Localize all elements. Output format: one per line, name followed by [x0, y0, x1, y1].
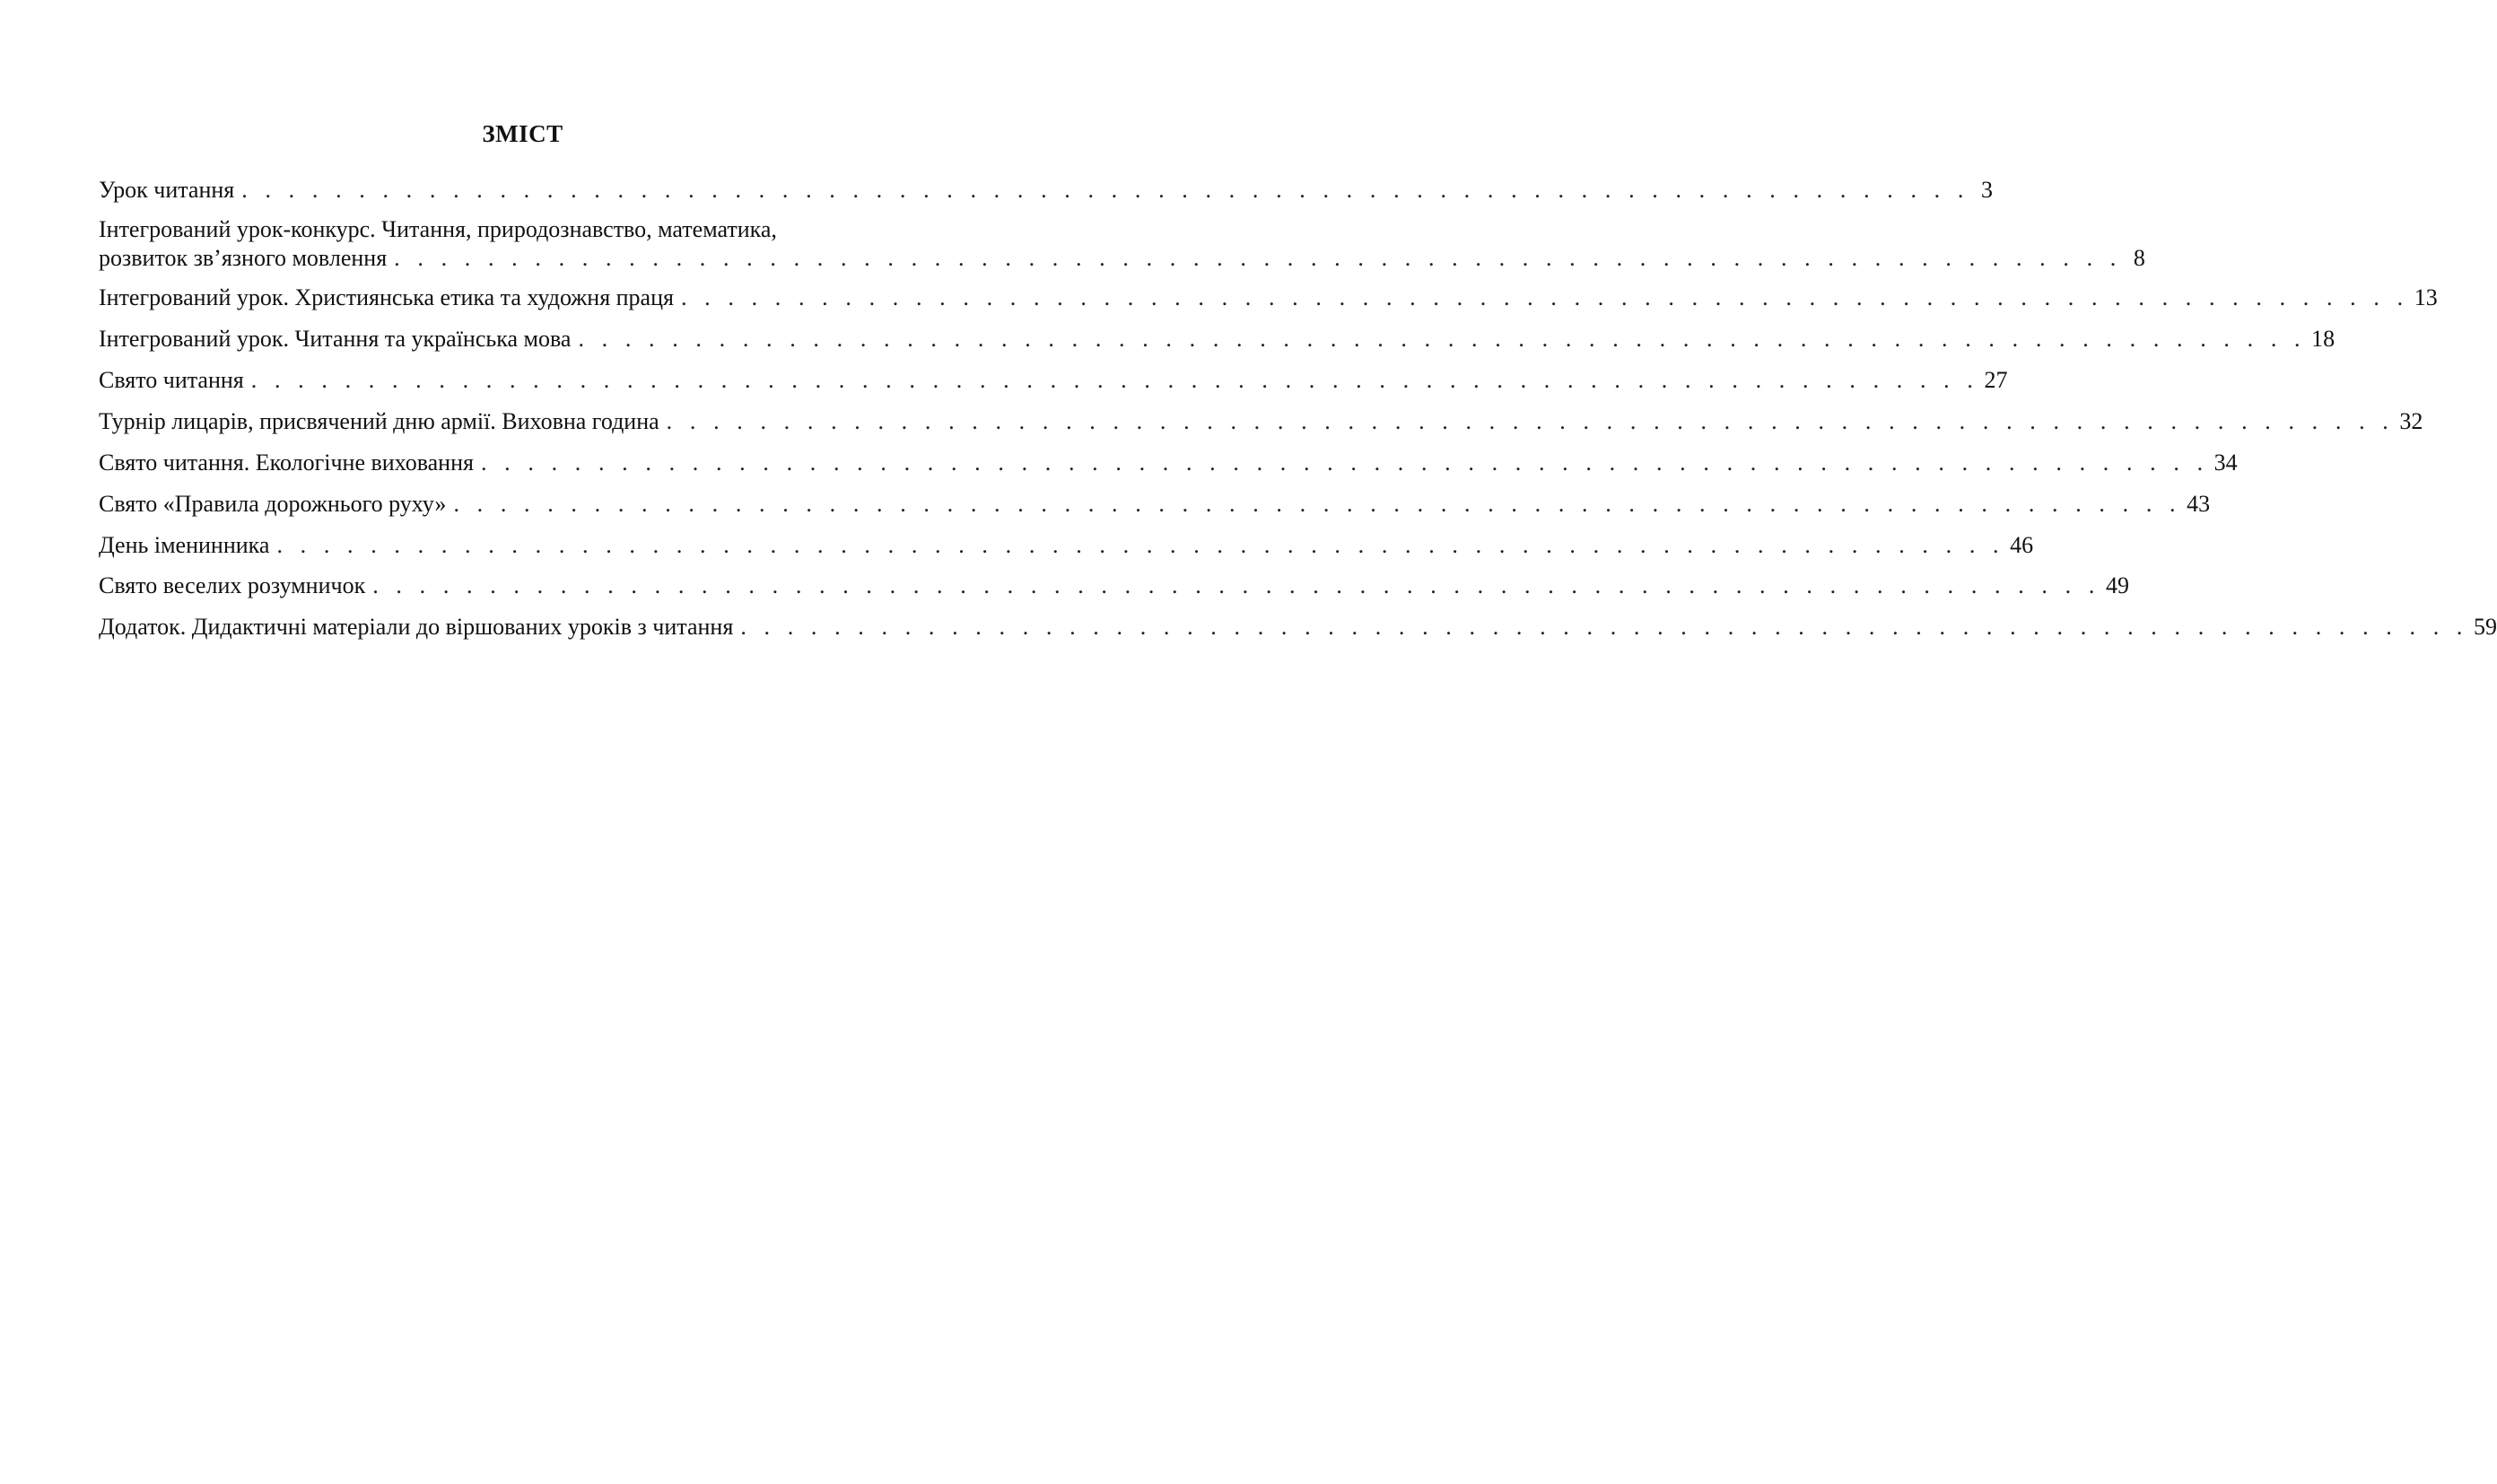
toc-entry-page: 49	[2105, 572, 2129, 598]
toc-entry-title-line1: Інтегрований урок-конкурс. Читання, природознавство, математика,	[99, 216, 777, 242]
toc-leader-dots: . . . . . . . . . . . . . . . . . . . . . . . . . . . . . . . . . . . . . . . . . . . . . . . . . . . . . . . . . . . . . . . . . . . . . . . . . .	[578, 326, 2307, 352]
toc-entry[interactable]	[99, 215, 2145, 273]
toc-entry-title: Інтегрований урок. Читання та українська мова	[99, 326, 572, 352]
toc-entry-title: Турнір лицарів, присвячений дню армії. Виховна година	[99, 408, 659, 434]
toc-entry-title: День іменинника	[99, 532, 270, 558]
toc-leader-dots: . . . . . . . . . . . . . . . . . . . . . . . . . . . . . . . . . . . . . . . . . . . . . . . . . . . . . . . . . . . . . . . . . . . . . . . . . .	[680, 284, 2409, 310]
toc-entry-page: 3	[1980, 177, 1993, 203]
toc-entry-title: Урок читання	[99, 177, 235, 203]
toc-entry-page: 43	[2187, 491, 2211, 517]
toc-entry-page: 59	[2474, 614, 2497, 640]
toc-leader-dots: . . . . . . . . . . . . . . . . . . . . . . . . . . . . . . . . . . . . . . . . . . . . . . . . . . . . . . . . . . . . . . . . . . . . . . . . . .	[250, 367, 1979, 393]
toc-entry[interactable]	[99, 366, 2008, 395]
toc-entry[interactable]	[99, 449, 2238, 477]
toc-entry-title: Свято читання	[99, 367, 244, 393]
toc-entry[interactable]	[99, 407, 2423, 436]
toc-entry[interactable]	[99, 531, 2034, 560]
toc-entry[interactable]	[99, 490, 2211, 519]
toc-entry[interactable]	[99, 176, 1993, 205]
toc-leader-dots: . . . . . . . . . . . . . . . . . . . . . . . . . . . . . . . . . . . . . . . . . . . . . . . . . . . . . . . . . . . . . . . . . . . . . . . . . .	[453, 491, 2182, 517]
toc-leader-dots: . . . . . . . . . . . . . . . . . . . . . . . . . . . . . . . . . . . . . . . . . . . . . . . . . . . . . . . . . . . . . . . . . . . . . . . . . .	[480, 450, 2209, 476]
toc-entry-title: Інтегрований урок. Християнська етика та художня праця	[99, 284, 674, 310]
toc-entry-page: 34	[2213, 450, 2238, 476]
toc-entry-page: 32	[2399, 408, 2423, 434]
toc-entry[interactable]	[99, 572, 2129, 600]
toc-leader-dots: . . . . . . . . . . . . . . . . . . . . . . . . . . . . . . . . . . . . . . . . . . . . . . . . . . . . . . . . . . . . . . . . . . . . . . . . . .	[740, 614, 2469, 640]
toc-entry-title: Свято «Правила дорожнього руху»	[99, 491, 447, 517]
page-title: ЗМІСТ	[482, 120, 563, 147]
toc-entry-page: 27	[1984, 367, 2008, 393]
toc-entry-title: Свято веселих розумничок	[99, 572, 366, 598]
toc-entry-title: Свято читання. Екологічне виховання	[99, 450, 474, 476]
toc-leader-dots: . . . . . . . . . . . . . . . . . . . . . . . . . . . . . . . . . . . . . . . . . . . . . . . . . . . . . . . . . . . . . . . . . . . . . . . . . .	[372, 572, 2100, 598]
table-of-contents	[99, 0, 2497, 1484]
toc-entry-page: 46	[2010, 532, 2034, 558]
toc-entry-page: 13	[2414, 284, 2438, 310]
toc-entry[interactable]	[99, 613, 2497, 642]
toc-entry-page: 18	[2311, 326, 2335, 352]
toc-leader-dots: . . . . . . . . . . . . . . . . . . . . . . . . . . . . . . . . . . . . . . . . . . . . . . . . . . . . . . . . . . . . . . . . . . . . . . . . . .	[276, 532, 2005, 558]
toc-entry[interactable]	[99, 325, 2335, 354]
toc-entry-title: розвиток зв’язного мовлення	[99, 245, 388, 271]
toc-entry-title: Додаток. Дидактичні матеріали до віршованих уроків з читання	[99, 614, 734, 640]
toc-entry[interactable]	[99, 284, 2438, 312]
toc-leader-dots: . . . . . . . . . . . . . . . . . . . . . . . . . . . . . . . . . . . . . . . . . . . . . . . . . . . . . . . . . . . . . . . . . . . . . . . . . .	[394, 245, 2122, 271]
toc-entry-page: 8	[2133, 245, 2145, 271]
toc-leader-dots: . . . . . . . . . . . . . . . . . . . . . . . . . . . . . . . . . . . . . . . . . . . . . . . . . . . . . . . . . . . . . . . . . . . . . . . . . .	[666, 408, 2395, 434]
toc-leader-dots: . . . . . . . . . . . . . . . . . . . . . . . . . . . . . . . . . . . . . . . . . . . . . . . . . . . . . . . . . . . . . . . . . . . . . . . . . .	[241, 177, 1969, 203]
